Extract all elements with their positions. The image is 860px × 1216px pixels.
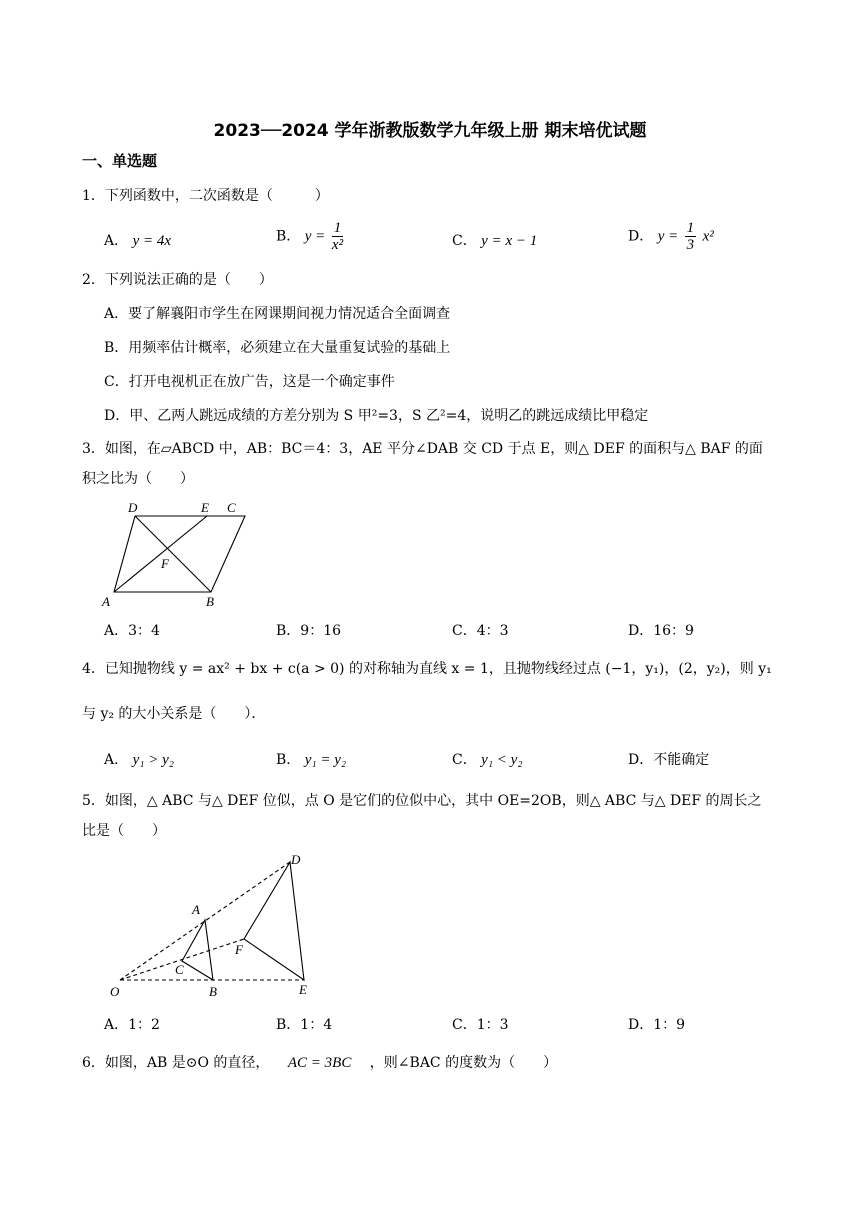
segment-bd — [135, 516, 211, 592]
q3-stem-line2: 积之比为（ ） — [82, 471, 194, 487]
label-c: C — [175, 962, 184, 977]
triangle-abc — [182, 920, 213, 980]
q2-option-a: A．要了解襄阳市学生在网课期间视力情况适合全面调查 — [104, 306, 451, 322]
label-d: D — [128, 500, 138, 515]
q3-option-d: D．16：9 — [628, 623, 694, 639]
label-c: C — [227, 500, 236, 515]
label-f: F — [161, 556, 169, 571]
segment-ae — [114, 516, 207, 592]
q6-stem: 6．如图，AB 是⊙O 的直径， AC = 3BC ，则∠BAC 的度数为（ ） — [82, 1055, 558, 1071]
q5-option-d: D．1：9 — [628, 1017, 686, 1033]
q2-stem: 2．下列说法正确的是（ ） — [82, 272, 273, 288]
q5-option-a: A．1：2 — [104, 1017, 160, 1033]
q3-option-c: C．4：3 — [452, 623, 509, 639]
q5-option-c: C．1：3 — [452, 1017, 509, 1033]
label-e: E — [299, 982, 307, 997]
q1-option-c: C． y = x − 1 — [452, 233, 538, 249]
q1-option-d: D． y = $\frac{1}{3}$ x² — [628, 220, 714, 253]
label-o: O — [110, 984, 120, 999]
label-a: A — [102, 594, 110, 609]
q3-option-a: A．3：4 — [104, 623, 160, 639]
q4-option-d: D．不能确定 — [628, 752, 710, 768]
q4-option-c: C． y₁ < y₂ — [452, 752, 523, 768]
page-title: 2023──2024 学年浙教版数学九年级上册 期末培优试题 — [213, 121, 647, 141]
label-e: E — [201, 500, 209, 515]
q1-option-a: A． y = 4x — [104, 233, 172, 249]
q2-option-d: D．甲、乙两人跳远成绩的方差分别为 S 甲²=3，S 乙²=4，说明乙的跳远成绩比甲稳定 — [104, 408, 649, 424]
q1-option-b: B． y = $\frac{1}{\text{x²}}$ — [276, 220, 344, 253]
q4-stem-line1: 4．已知抛物线 y = ax² + bx + c(a > 0) 的对称轴为直线 x = 1，且抛物线经过点 (−1，y₁)，(2，y₂)，则 y₁ — [82, 661, 772, 677]
q5-option-b: B．1：4 — [276, 1017, 333, 1033]
parallelogram-abcd — [114, 516, 245, 592]
label-b: B — [206, 594, 214, 609]
label-f: F — [235, 942, 243, 957]
triangle-def — [244, 862, 304, 980]
q1-stem: 1．下列函数中，二次函数是（ ） — [82, 188, 329, 204]
q3-stem-line1: 3．如图，在▱ABCD 中，AB：BC＝4：3，AE 平分∠DAB 交 CD 于点 E，则△ DEF 的面积与△ BAF 的面 — [82, 441, 763, 457]
q4-option-a: A． y₁ > y₂ — [104, 752, 174, 768]
q2-option-c: C．打开电视机正在放广告，这是一个确定事件 — [104, 374, 395, 390]
q4-option-b: B． y₁ = y₂ — [276, 752, 347, 768]
label-a: A — [192, 902, 200, 917]
q5-stem-line1: 5．如图，△ ABC 与△ DEF 位似，点 O 是它们的位似中心，其中 OE=2OB，则△ ABC 与△ DEF 的周长之 — [82, 793, 762, 809]
label-d: D — [291, 852, 301, 867]
q5-homothety-figure — [108, 848, 328, 1002]
section-heading: 一、单选题 — [82, 152, 158, 170]
q4-stem-line2: 与 y₂ 的大小关系是（ ）． — [82, 706, 266, 722]
q2-option-b: B．用频率估计概率，必须建立在大量重复试验的基础上 — [104, 340, 451, 356]
label-b: B — [209, 984, 217, 999]
q5-stem-line2: 比是（ ） — [82, 823, 166, 839]
q3-parallelogram-figure — [100, 496, 260, 614]
q3-option-b: B．9：16 — [276, 623, 342, 639]
